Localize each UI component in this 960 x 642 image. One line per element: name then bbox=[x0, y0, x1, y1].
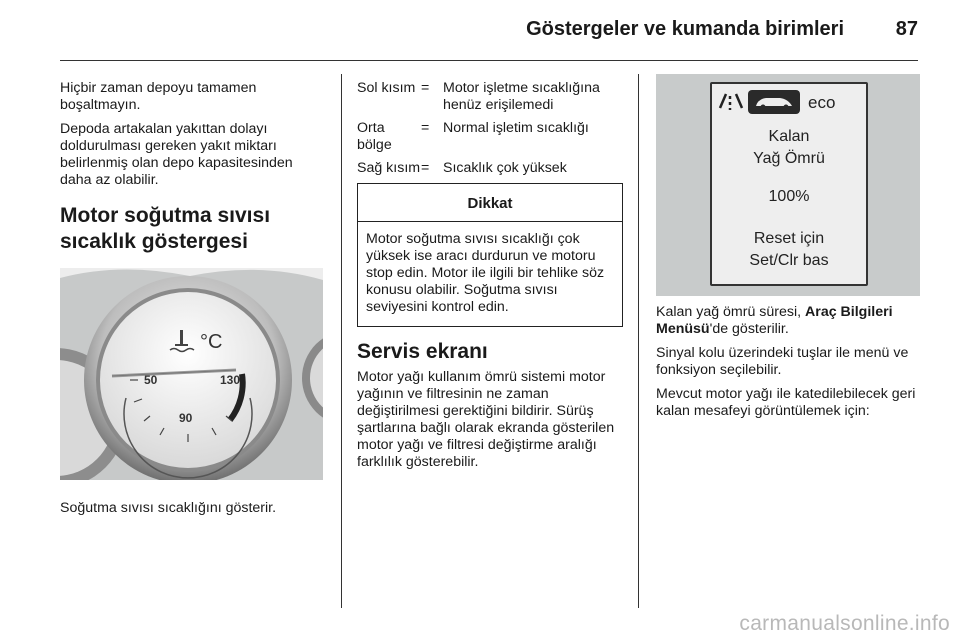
display-line-3: Reset için bbox=[753, 230, 825, 247]
service-display-illustration bbox=[656, 74, 920, 296]
text-run: Kalan yağ ömrü süresi, bbox=[656, 304, 806, 320]
caution-notice bbox=[357, 183, 623, 327]
paragraph: Motor yağı kullanım ömrü sistemi motor yağının ve filtresinin ne zaman değiştirilmesi gerektiğini bildirir. Sürüş şartlarına bağlı olarak ekranda gösterilen motor yağı ve filtresi değiştirme aralığı farklılık gösterebilir. bbox=[357, 369, 615, 470]
column-right bbox=[656, 304, 922, 427]
definition-description: Normal işletim sıcaklığı bbox=[443, 120, 589, 136]
display-status-bar bbox=[710, 86, 868, 120]
display-line-4: Set/Clr bas bbox=[749, 252, 829, 269]
definition-equals: = bbox=[421, 160, 430, 176]
gauge-caption-block bbox=[60, 500, 328, 524]
gauge-tick-mid: 90 bbox=[179, 411, 193, 425]
definition-term: Sağ kısım bbox=[357, 160, 421, 176]
coolant-gauge-illustration bbox=[60, 268, 323, 480]
definition-description: Motor işletme sıcaklığına henüz erişilemedi bbox=[443, 80, 600, 113]
paragraph: Hiçbir zaman depoyu tamamen boşaltmayın. bbox=[60, 80, 257, 113]
notice-title: Dikkat bbox=[358, 184, 622, 222]
definition-row bbox=[357, 120, 623, 154]
section-heading: Motor soğutma sıvısı sıcaklık göstergesi bbox=[60, 204, 271, 253]
shift-indicator-icon bbox=[720, 94, 742, 110]
gauge-tick-high: 130 bbox=[220, 373, 241, 387]
paragraph: Depoda artakalan yakıttan dolayı doldurulması gereken yakıt miktarı belirlenmiş olan depo kapasitesinden daha az olabilir. bbox=[60, 121, 293, 188]
watermark: carmanualsonline.info bbox=[739, 612, 950, 635]
column-divider-1 bbox=[341, 74, 342, 608]
definition-list bbox=[357, 80, 623, 177]
definition-row bbox=[357, 160, 623, 177]
service-display-screen bbox=[710, 82, 868, 286]
coolant-gauge-icon bbox=[60, 268, 323, 480]
text-run: 'de gösterilir. bbox=[709, 321, 789, 337]
definition-term: Orta bölge bbox=[357, 120, 392, 153]
definition-equals: = bbox=[421, 120, 430, 136]
page-number: 87 bbox=[895, 18, 918, 40]
header-divider bbox=[60, 60, 918, 61]
display-line-2: Yağ Ömrü bbox=[753, 150, 825, 167]
display-percent: 100% bbox=[768, 188, 810, 205]
definition-row bbox=[357, 80, 623, 114]
paragraph bbox=[656, 304, 922, 338]
column-divider-2 bbox=[638, 74, 639, 608]
gauge-unit-label: °C bbox=[200, 331, 223, 353]
definition-equals: = bbox=[421, 80, 430, 96]
gauge-tick-low: 50 bbox=[144, 373, 158, 387]
header-title: Göstergeler ve kumanda birimleri bbox=[526, 18, 844, 40]
column-middle bbox=[357, 80, 623, 478]
notice-body: Motor soğutma sıvısı sıcaklığı çok yüksek ise aracı durdurun ve motoru stop edin. Motor ile ilgili bir tehlike söz konusu olabilir. Soğutma sıvısı seviyesini kontrol edin. bbox=[366, 231, 605, 315]
figure-caption: Soğutma sıvısı sıcaklığını gösterir. bbox=[60, 500, 277, 516]
display-line-1: Kalan bbox=[768, 128, 810, 145]
definition-description: Sıcaklık çok yüksek bbox=[443, 160, 567, 176]
section-heading: Servis ekranı bbox=[357, 340, 488, 363]
definition-term: Sol kısım bbox=[357, 80, 416, 96]
eco-label: eco bbox=[808, 93, 836, 112]
column-left bbox=[60, 80, 328, 267]
paragraph: Mevcut motor yağı ile katedilebilecek geri kalan mesafeyi görüntülemek için: bbox=[656, 386, 916, 419]
paragraph: Sinyal kolu üzerindeki tuşlar ile menü ve fonksiyon seçilebilir. bbox=[656, 345, 909, 378]
menu-name-bold: Araç Bilgileri Menüsü bbox=[656, 304, 893, 337]
